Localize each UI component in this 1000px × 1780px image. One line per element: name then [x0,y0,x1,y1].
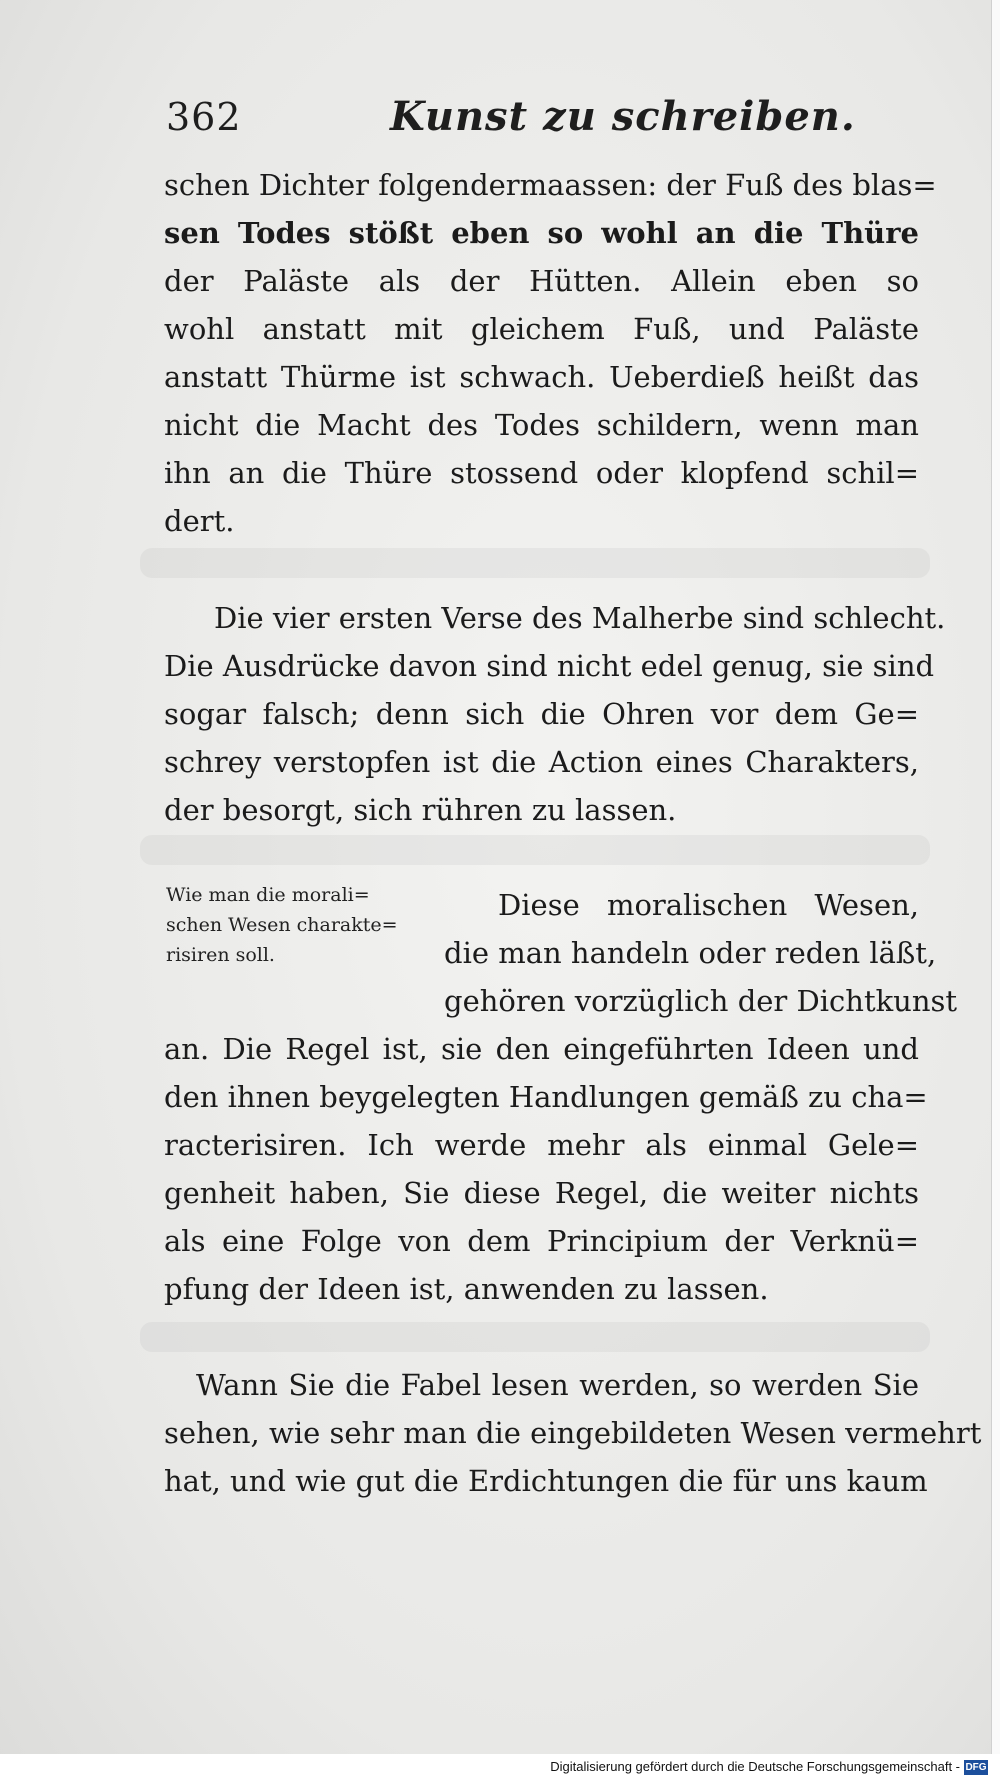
text-line: anstatt Thürme ist schwach. Ueberdieß heißt das [164,360,919,394]
text-line: ihn an die Thüre stossend oder klopfend schil= [164,456,919,490]
text-line: Die vier ersten Verse des Malherbe sind schlecht. [214,601,946,635]
text-line: sogar falsch; denn sich die Ohren vor dem Ge= [164,697,919,731]
text-line: der Paläste als der Hütten. Allein eben so [164,264,919,298]
text-line: pfung der Ideen ist, anwenden zu lassen. [164,1272,769,1306]
text-line: dert. [164,504,235,538]
text-line: racterisiren. Ich werde mehr als einmal Gele= [164,1128,919,1162]
digitization-credit: Digitalisierung gefördert durch die Deutsche Forschungsgemeinschaft - [550,1759,960,1774]
show-through [140,548,930,578]
show-through [140,835,930,865]
footer-bar [0,1754,1000,1780]
text-line: genheit haben, Sie diese Regel, die weiter nichts [164,1176,919,1210]
text-line: Wann Sie die Fabel lesen werden, so werden Sie [196,1368,919,1402]
text-line: wohl anstatt mit gleichem Fuß, und Paläste [164,312,919,346]
text-line: sehen, wie sehr man die eingebildeten Wesen vermehrt [164,1416,982,1450]
show-through [140,1322,930,1352]
running-title: Kunst zu schreiben. [390,93,856,140]
page-edge [991,0,1000,1780]
page-header [160,92,920,142]
marginal-note [166,880,436,970]
text-line: hat, und wie gut die Erdichtungen die für uns kaum [164,1464,928,1498]
marginal-note-line: schen Wesen charakte= [166,914,398,936]
text-line: der besorgt, sich rühren zu lassen. [164,793,677,827]
dfg-logo: DFG [965,1762,987,1773]
text-line: Diese moralischen Wesen, [498,888,919,922]
text-line: schrey verstopfen ist die Action eines Charakters, [164,745,919,779]
text-line: nicht die Macht des Todes schildern, wenn man [164,408,919,442]
text-line: die man handeln oder reden läßt, [444,936,937,970]
marginal-note-line: risiren soll. [166,944,275,966]
text-line: an. Die Regel ist, sie den eingeführten Ideen und [164,1032,919,1066]
text-line: gehören vorzüglich der Dichtkunst [444,984,958,1018]
text-line: sen Todes stößt eben so wohl an die Thüre [164,216,919,250]
text-line: schen Dichter folgendermaassen: der Fuß des blas= [164,168,937,202]
text-line: als eine Folge von dem Principium der Verknü= [164,1224,919,1258]
marginal-note-line: Wie man die morali= [166,884,370,906]
text-line: den ihnen beygelegten Handlungen gemäß zu cha= [164,1080,928,1114]
text-line: Die Ausdrücke davon sind nicht edel genug, sie sind [164,649,935,683]
page-number: 362 [166,95,242,139]
